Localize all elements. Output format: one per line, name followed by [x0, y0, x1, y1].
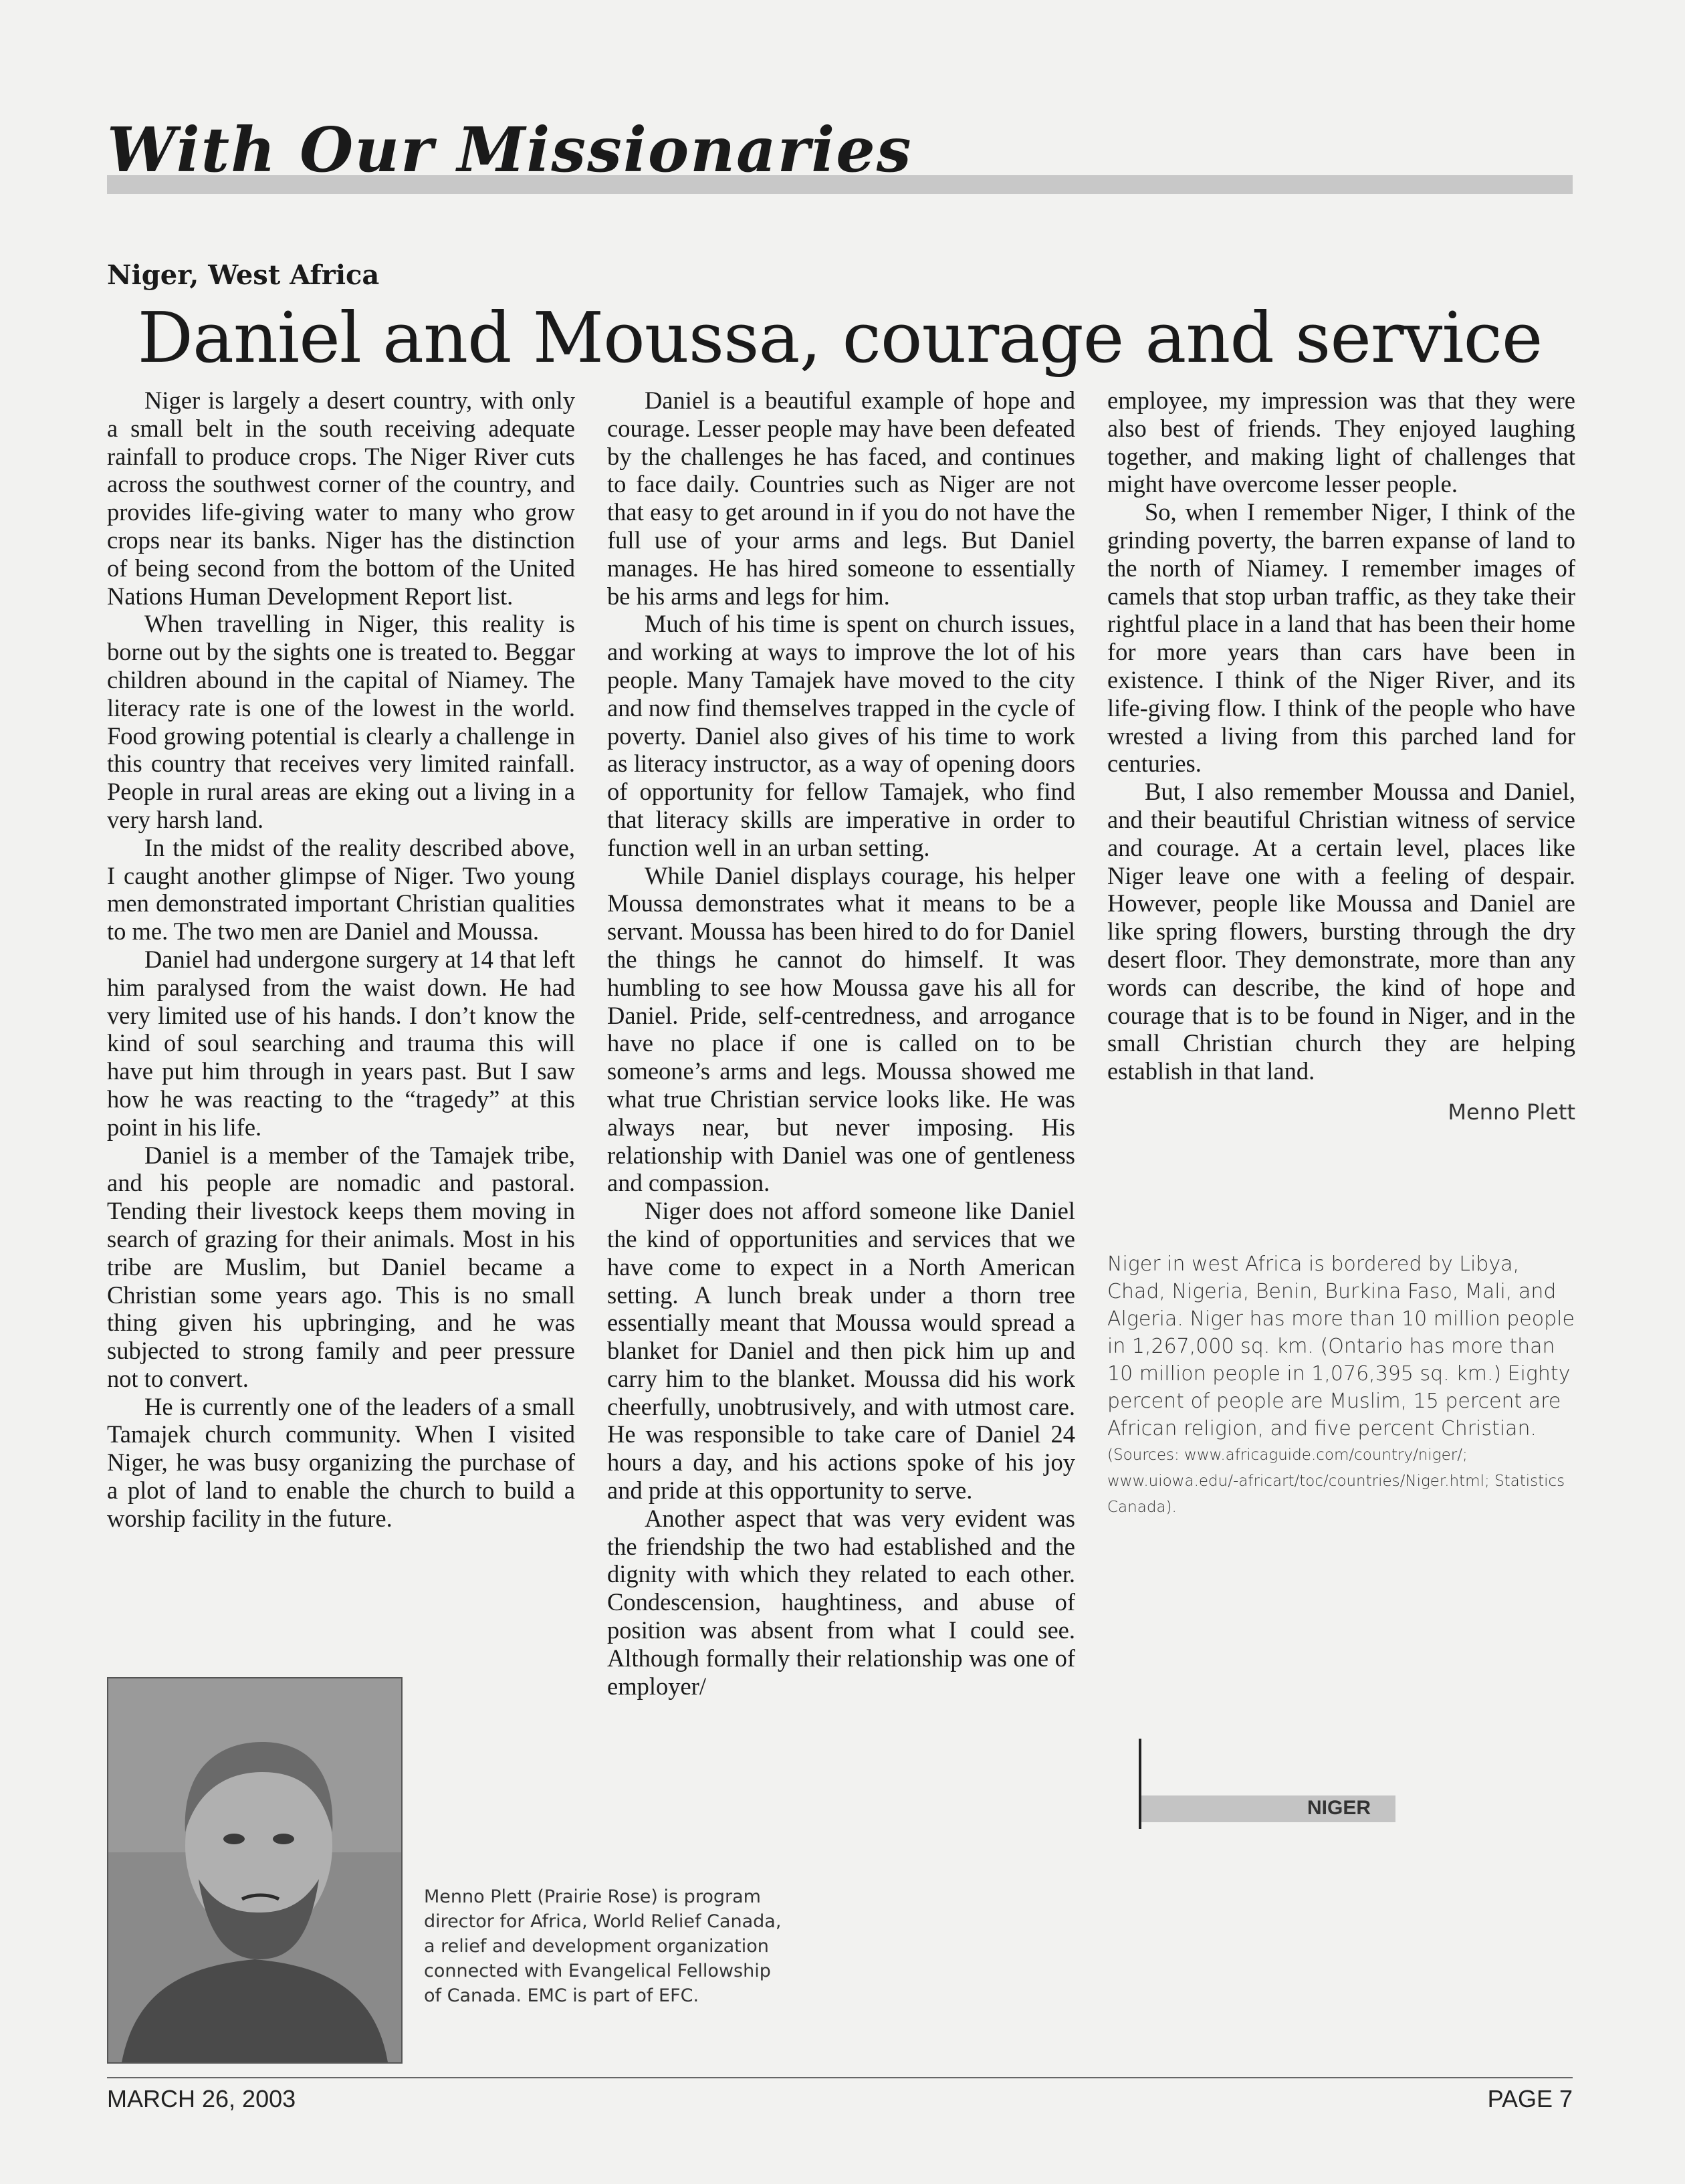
- article-paragraph: In the midst of the reality described above, I caught another glimpse of Niger. Two young men demonstrated important Christian qualities to me. The two men are Daniel and Moussa.: [107, 833, 575, 946]
- article-paragraph: Much of his time is spent on church issues, and working at ways to improve the lot of his people. Many Tamajek have moved to the city and now find themselves trapped in the cycle of poverty. Daniel also gives of his time to work as literacy instructor, as a way of opening doors of opportunity for fellow Tamajek, who find that literacy skills are imperative in order to function well in an urban setting.: [607, 610, 1075, 861]
- article-column-1: [107, 387, 575, 1533]
- article-paragraph: So, when I remember Niger, I think of the grinding poverty, the barren expanse of land to the north of Niamey. I remember images of camels that stop urban traffic, as they take their rightful place in a land that has been their home for more years than cars have been in existence. I think of the Niger River, and its life-giving flow. I think of the people who have wrested a living from this parched land for centuries.: [1107, 498, 1575, 778]
- article-paragraph: Daniel is a beautiful example of hope and courage. Lesser people may have been defeated by the challenges he has faced, and continues to face daily. Countries such as Niger are not that easy to get around in if you do not have the full use of your arms and legs. But Daniel manages. He has hired someone to essentially be his arms and legs for him.: [607, 387, 1075, 610]
- niger-map: [1137, 1725, 1418, 1832]
- map-label: NIGER: [1307, 1797, 1371, 1819]
- article-paragraph: When travelling in Niger, this reality is borne out by the sights one is treated to. Beggar children abound in the capital of Niamey. The literacy rate is one of the lowest in the world. Food growing potential is clearly a challenge in this country that receives very limited rainfall. People in rural areas are eking out a living in a very harsh land.: [107, 610, 575, 833]
- article-column-2: [607, 387, 1075, 1700]
- sidebar-sources: (Sources: www.africaguide.com/country/niger/; www.uiowa.edu/-africart/toc/countries/Niger.html; Statistics Canada).: [1107, 1446, 1565, 1516]
- sidebar-text: Niger in west Africa is bordered by Libya, Chad, Nigeria, Benin, Burkina Faso, Mali, and Algeria. Niger has more than 10 million people in 1,267,000 sq. km. (Ontario has more than 10 million people in 1,076,395 sq. km.) Eighty percent of people are Muslim, 15 percent are African religion, and five percent Christian.: [1107, 1252, 1575, 1440]
- article-paragraph: Niger is largely a desert country, with only a small belt in the south receiving adequate rainfall to produce crops. The Niger River cuts across the southwest corner of the country, and provides life-giving water to many who grow crops near its banks. Niger has the distinction of being second from the bottom of the United Nations Human Development Report list.: [107, 387, 575, 610]
- article-paragraph: Daniel had undergone surgery at 14 that left him paralysed from the waist down. He had very limited use of his hands. I don’t know the kind of soul searching and trauma this will have put him through in years past. But I saw how he was reacting to the “tragedy” at this point in his life.: [107, 945, 575, 1141]
- article-paragraph: But, I also remember Moussa and Daniel, and their beautiful Christian witness of service and courage. At a certain level, places like Niger leave one with a feeling of despair. However, people like Moussa and Daniel are like spring flowers, bursting through the dry desert floor. They demonstrate, more than any words can describe, the kind of hope and courage that is to be found in Niger, and in the small Christian church they are helping establish in that land.: [1107, 778, 1575, 1085]
- footer-date: MARCH 26, 2003: [107, 2085, 296, 2112]
- article-paragraph: Niger does not afford someone like Daniel the kind of opportunities and services that we have come to expect in a North American setting. A lunch break under a thorn tree essentially meant that Moussa would spread a blanket for Daniel and then pick him up and carry him to the blanket. Moussa did his work cheerfully, unobtrusively, and with utmost care. He was responsible to take care of Daniel 24 hours a day, and his actions spoke of his joy and pride at this opportunity to serve.: [607, 1197, 1075, 1505]
- article-column-3: [1107, 387, 1575, 1127]
- footer-page-number: PAGE 7: [1487, 2085, 1573, 2112]
- section-title: With Our Missionaries: [107, 114, 913, 186]
- footer-rule: [107, 2077, 1573, 2078]
- article-paragraph: He is currently one of the leaders of a small Tamajek church community. When I visited Niger, he was busy organizing the purchase of a plot of land to enable the church to build a worship facility in the future.: [107, 1392, 575, 1532]
- author-photo: [107, 1677, 403, 2064]
- article-paragraph: Daniel is a member of the Tamajek tribe, and his people are nomadic and pastoral. Tending their livestock keeps them moving in search of grazing for their animals. Most in his tribe are Muslim, but Daniel became a Christian some years ago. This is no small thing given his upbringing, and he was subjected to strong family and peer pressure not to convert.: [107, 1141, 575, 1392]
- article-headline: Daniel and Moussa, courage and service: [137, 297, 1543, 378]
- photo-caption: Menno Plett (Prairie Rose) is program director for Africa, World Relief Canada, a relief and development organization connected with Evangelical Fellowship of Canada. EMC is part of EFC.: [424, 1886, 782, 2006]
- article-paragraph: Another aspect that was very evident was the friendship the two had established and the dignity with which they related to each other. Condescension, haughtiness, and abuse of position was absent from what I could see. Although formally their relationship was one of employer/: [607, 1504, 1075, 1700]
- article-paragraph: While Daniel displays courage, his helper Moussa demonstrates what it means to be a servant. Moussa has been hired to do for Daniel the things he cannot do himself. It was humbling to see how Moussa gave his all for Daniel. Pride, self-centredness, and arrogance have no place if one is called on to be someone’s arms and legs. Moussa showed me what true Christian service looks like. He was always near, but never imposing. His relationship with Daniel was one of gentleness and compassion.: [607, 861, 1075, 1197]
- article-paragraph: employee, my impression was that they were also best of friends. They enjoyed laughing together, and making light of challenges that might have overcome lesser people.: [1107, 387, 1575, 498]
- article-byline: Menno Plett: [1448, 1099, 1575, 1125]
- article-location: Niger, West Africa: [107, 259, 380, 291]
- author-portrait-image: [108, 1678, 401, 2062]
- niger-facts-sidebar: [1107, 1250, 1575, 1521]
